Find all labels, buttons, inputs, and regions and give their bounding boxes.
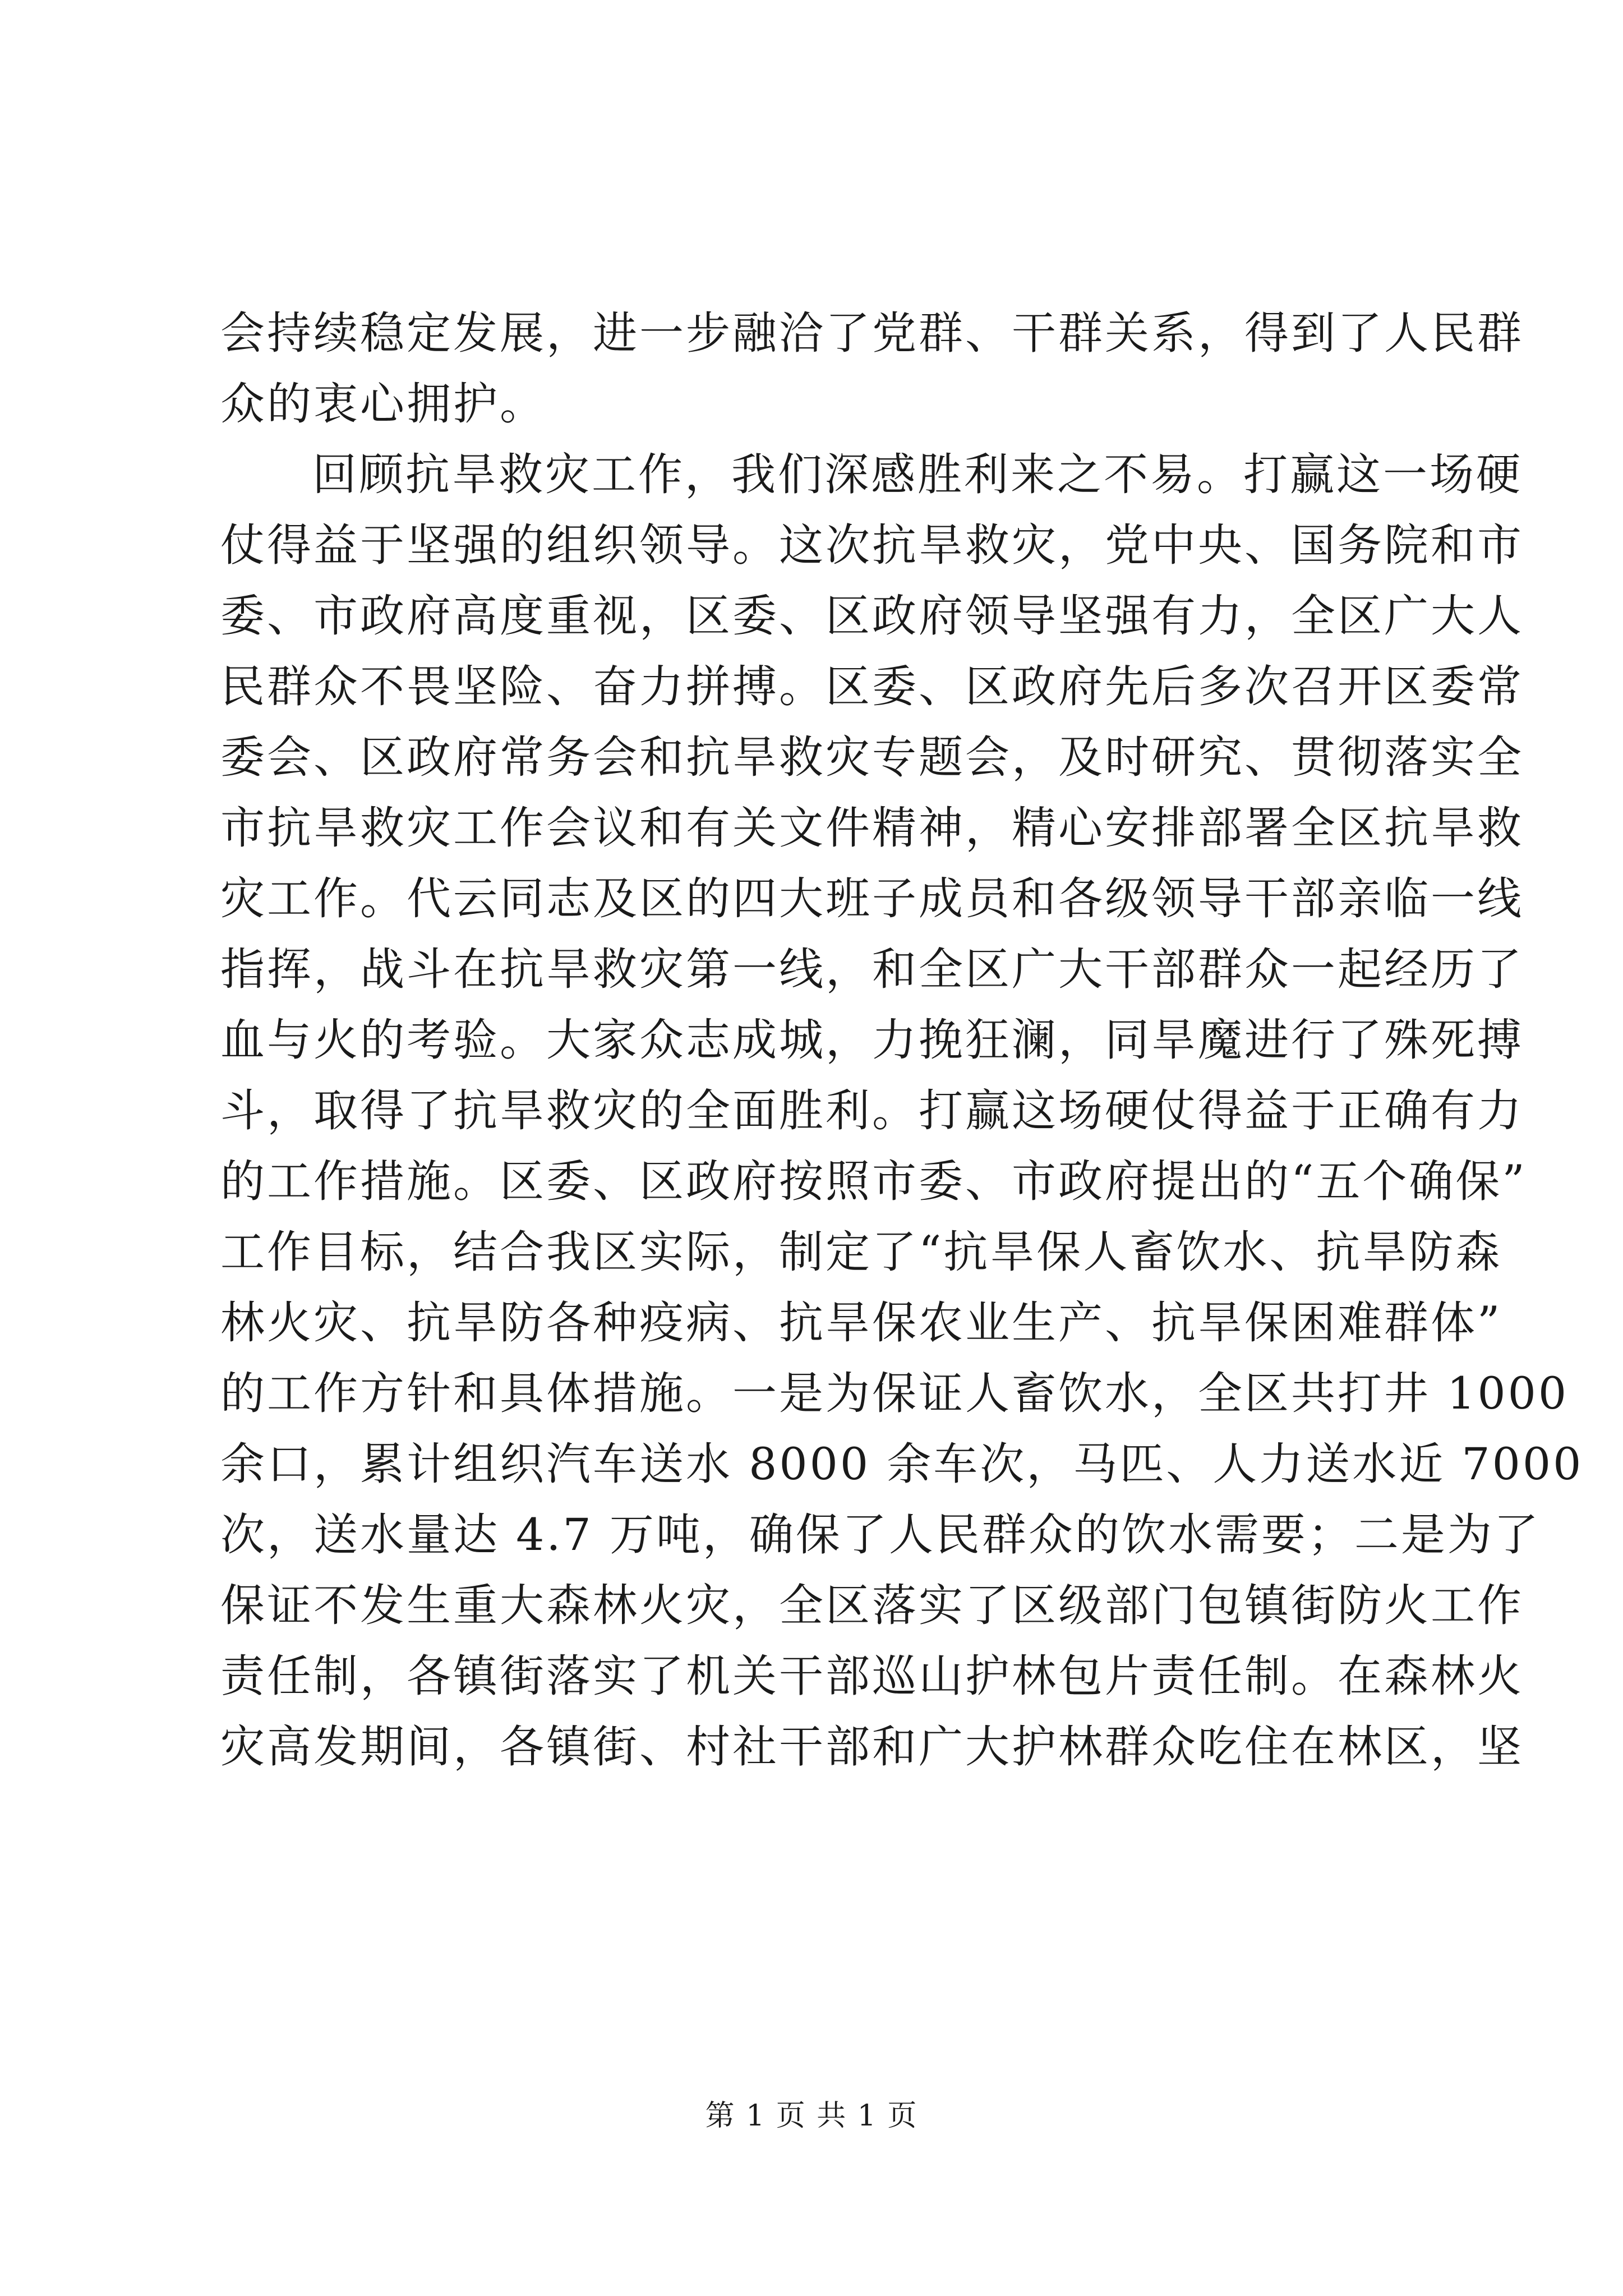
page-number: 第 1 页 共 1 页	[705, 2099, 918, 2133]
text-line: 民群众不畏坚险、奋力拼搏。区委、区政府先后多次召开区委常	[220, 661, 1524, 712]
text-line: 林火灾、抗旱防各种疫病、抗旱保农业生产、抗旱保困难群体”	[220, 1297, 1502, 1349]
text-line: 的工作方针和具体措施。一是为保证人畜饮水，全区共打井 1000	[220, 1368, 1569, 1419]
text-line: 灾高发期间，各镇街、村社干部和广大护林群众吃住在林区，坚	[220, 1721, 1524, 1773]
text-line: 回顾抗旱救灾工作，我们深感胜利来之不易。打赢这一场硬	[312, 449, 1523, 500]
text-line: 余口，累计组织汽车送水 8000 余车次，马匹、人力送水近 7000	[220, 1438, 1584, 1490]
text-line: 的工作措施。区委、区政府按照市委、市政府提出的“五个确保”	[220, 1156, 1527, 1207]
text-line: 委会、区政府常务会和抗旱救灾专题会，及时研究、贯彻落实全	[220, 731, 1524, 783]
text-line: 责任制，各镇街落实了机关干部巡山护林包片责任制。在森林火	[220, 1650, 1524, 1702]
text-line: 保证不发生重大森林火灾，全区落实了区级部门包镇街防火工作	[220, 1580, 1524, 1631]
text-line: 众的衷心拥护。	[220, 378, 546, 430]
text-line: 会持续稳定发展，进一步融洽了党群、干群关系，得到了人民群	[220, 307, 1524, 359]
page-footer	[0, 2099, 1623, 2133]
text-line: 工作目标，结合我区实际，制定了“抗旱保人畜饮水、抗旱防森	[220, 1226, 1502, 1278]
text-line: 委、市政府高度重视，区委、区政府领导坚强有力，全区广大人	[220, 590, 1524, 642]
text-line: 市抗旱救灾工作会议和有关文件精神，精心安排部署全区抗旱救	[220, 802, 1524, 854]
text-line: 斗，取得了抗旱救灾的全面胜利。打赢这场硬仗得益于正确有力	[220, 1085, 1524, 1137]
body-text	[220, 298, 1584, 1782]
text-line: 仗得益于坚强的组织领导。这次抗旱救灾，党中央、国务院和市	[220, 519, 1524, 571]
text-line: 血与火的考验。大家众志成城，力挽狂澜，同旱魔进行了殊死搏	[220, 1014, 1524, 1066]
text-line: 指挥，战斗在抗旱救灾第一线，和全区广大干部群众一起经历了	[220, 944, 1524, 995]
text-line: 灾工作。代云同志及区的四大班子成员和各级领导干部亲临一线	[220, 873, 1524, 924]
text-line: 次，送水量达 4.7 万吨，确保了人民群众的饮水需要；二是为了	[220, 1509, 1541, 1561]
